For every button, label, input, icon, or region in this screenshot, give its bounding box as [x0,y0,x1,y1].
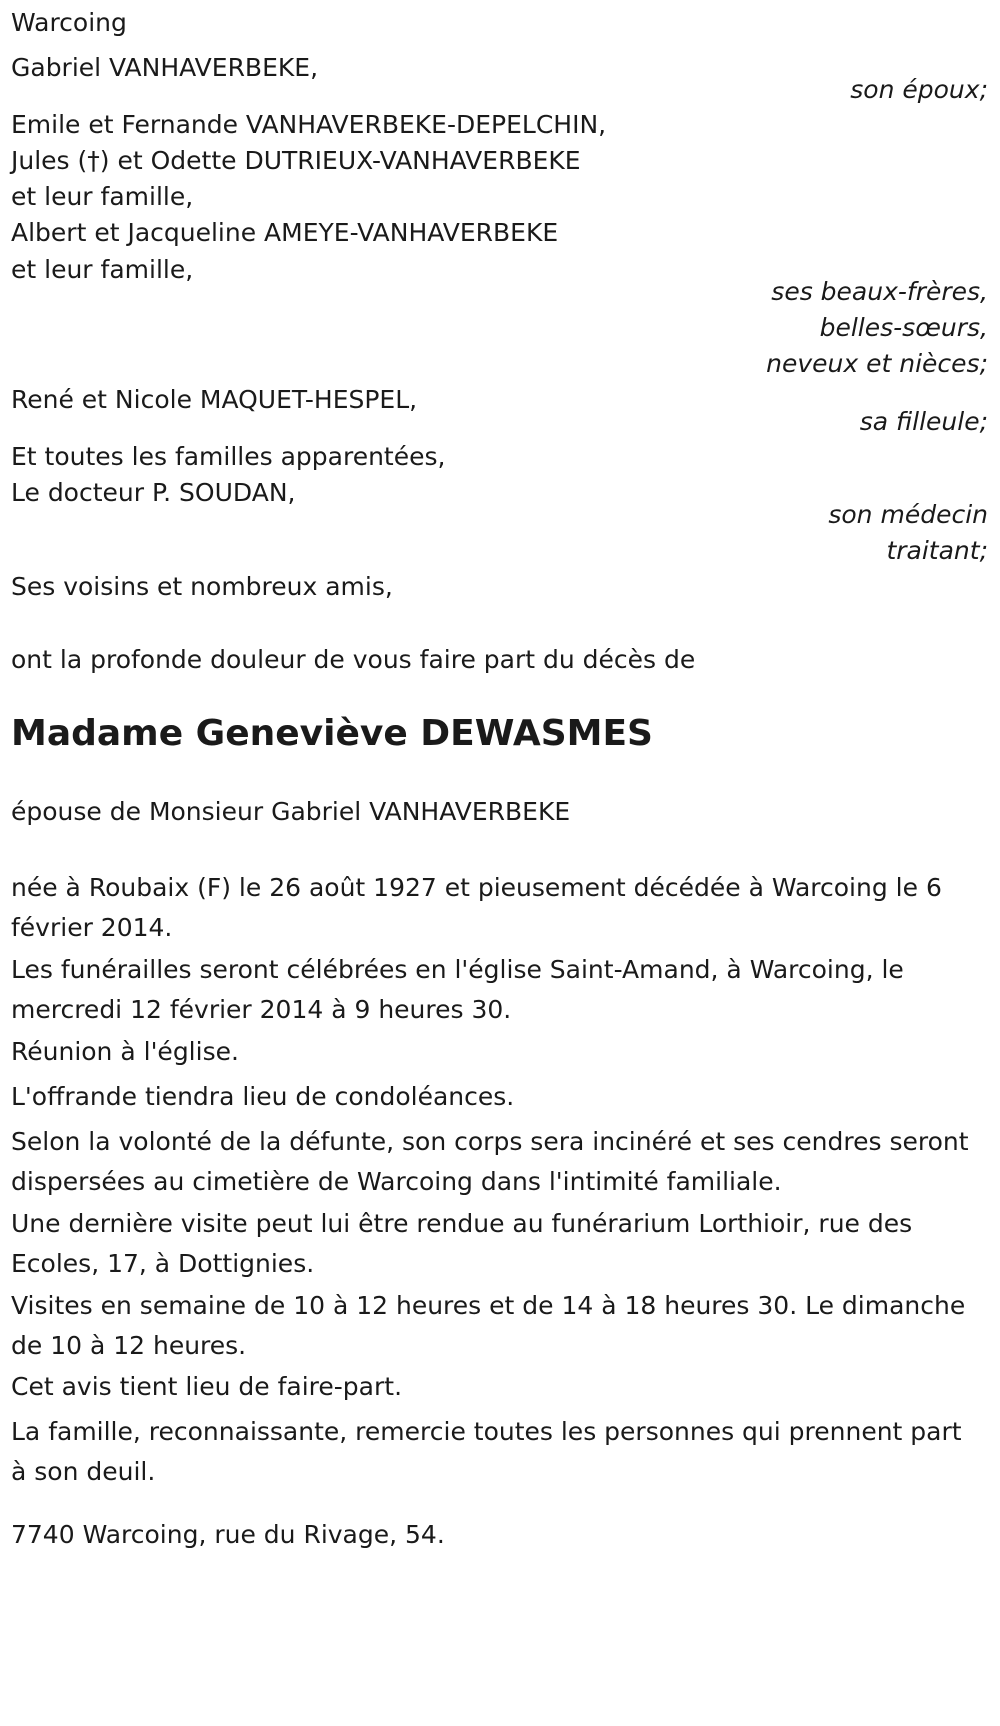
detail-paragraph: née à Roubaix (F) le 26 août 1927 et pieusement décédée à Warcoing le 6 février 2014. [11,873,942,942]
relation-label: ses beaux-frères, [771,277,988,306]
family-line: et leur famille, [11,255,194,284]
detail-paragraph: Les funérailles seront célébrées en l'église Saint-Amand, à Warcoing, le mercredi 12 février 2014 à 9 heures 30. [11,955,904,1024]
spouse-line: épouse de Monsieur Gabriel VANHAVERBEKE [11,797,571,826]
family-line: Et toutes les familles apparentées, [11,442,446,471]
address: 7740 Warcoing, rue du Rivage, 54. [11,1520,445,1549]
family-line-spouse: Gabriel VANHAVERBEKE, [11,53,319,82]
relation-label: neveux et nièces; [766,349,988,378]
family-line: Albert et Jacqueline AMEYE-VANHAVERBEKE [11,218,559,247]
family-line [11,146,581,176]
family-line-part: Jules ( [11,146,88,175]
detail-paragraph: Visites en semaine de 10 à 12 heures et de 14 à 18 heures 30. Le dimanche de 10 à 12 heures. [11,1291,966,1360]
detail-paragraph: Selon la volonté de la défunte, son corps sera incinéré et ses cendres seront dispersées au cimetière de Warcoing dans l'intimité familiale. [11,1127,969,1196]
relation-label-spouse: son époux; [850,75,988,104]
family-line-part: ) et Odette DUTRIEUX-VANHAVERBEKE [99,146,581,175]
family-line: et leur famille, [11,182,194,211]
cross-icon: † [87,146,100,175]
relation-label: belles-sœurs, [819,313,988,342]
family-line: Emile et Fernande VANHAVERBEKE-DEPELCHIN, [11,110,607,139]
relation-label: traitant; [886,536,988,565]
deceased-name: Madame Geneviève DEWASMES [11,713,653,754]
relation-label: sa filleule; [859,407,988,436]
detail-paragraph: Une dernière visite peut lui être rendue au funérarium Lorthioir, rue des Ecoles, 17, à Dottignies. [11,1209,913,1278]
detail-paragraph: L'offrande tiendra lieu de condoléances. [11,1082,515,1111]
detail-paragraph: Cet avis tient lieu de faire-part. [11,1372,403,1401]
place-header: Warcoing [11,8,127,37]
announcement: ont la profonde douleur de vous faire part du décès de [11,645,696,674]
relation-label: son médecin [828,500,988,529]
family-line: Le docteur P. SOUDAN, [11,478,296,507]
family-line: René et Nicole MAQUET-HESPEL, [11,385,418,414]
detail-paragraph: Réunion à l'église. [11,1037,239,1066]
family-line: Ses voisins et nombreux amis, [11,572,393,601]
detail-paragraph: La famille, reconnaissante, remercie toutes les personnes qui prennent part à son deuil. [11,1417,962,1486]
